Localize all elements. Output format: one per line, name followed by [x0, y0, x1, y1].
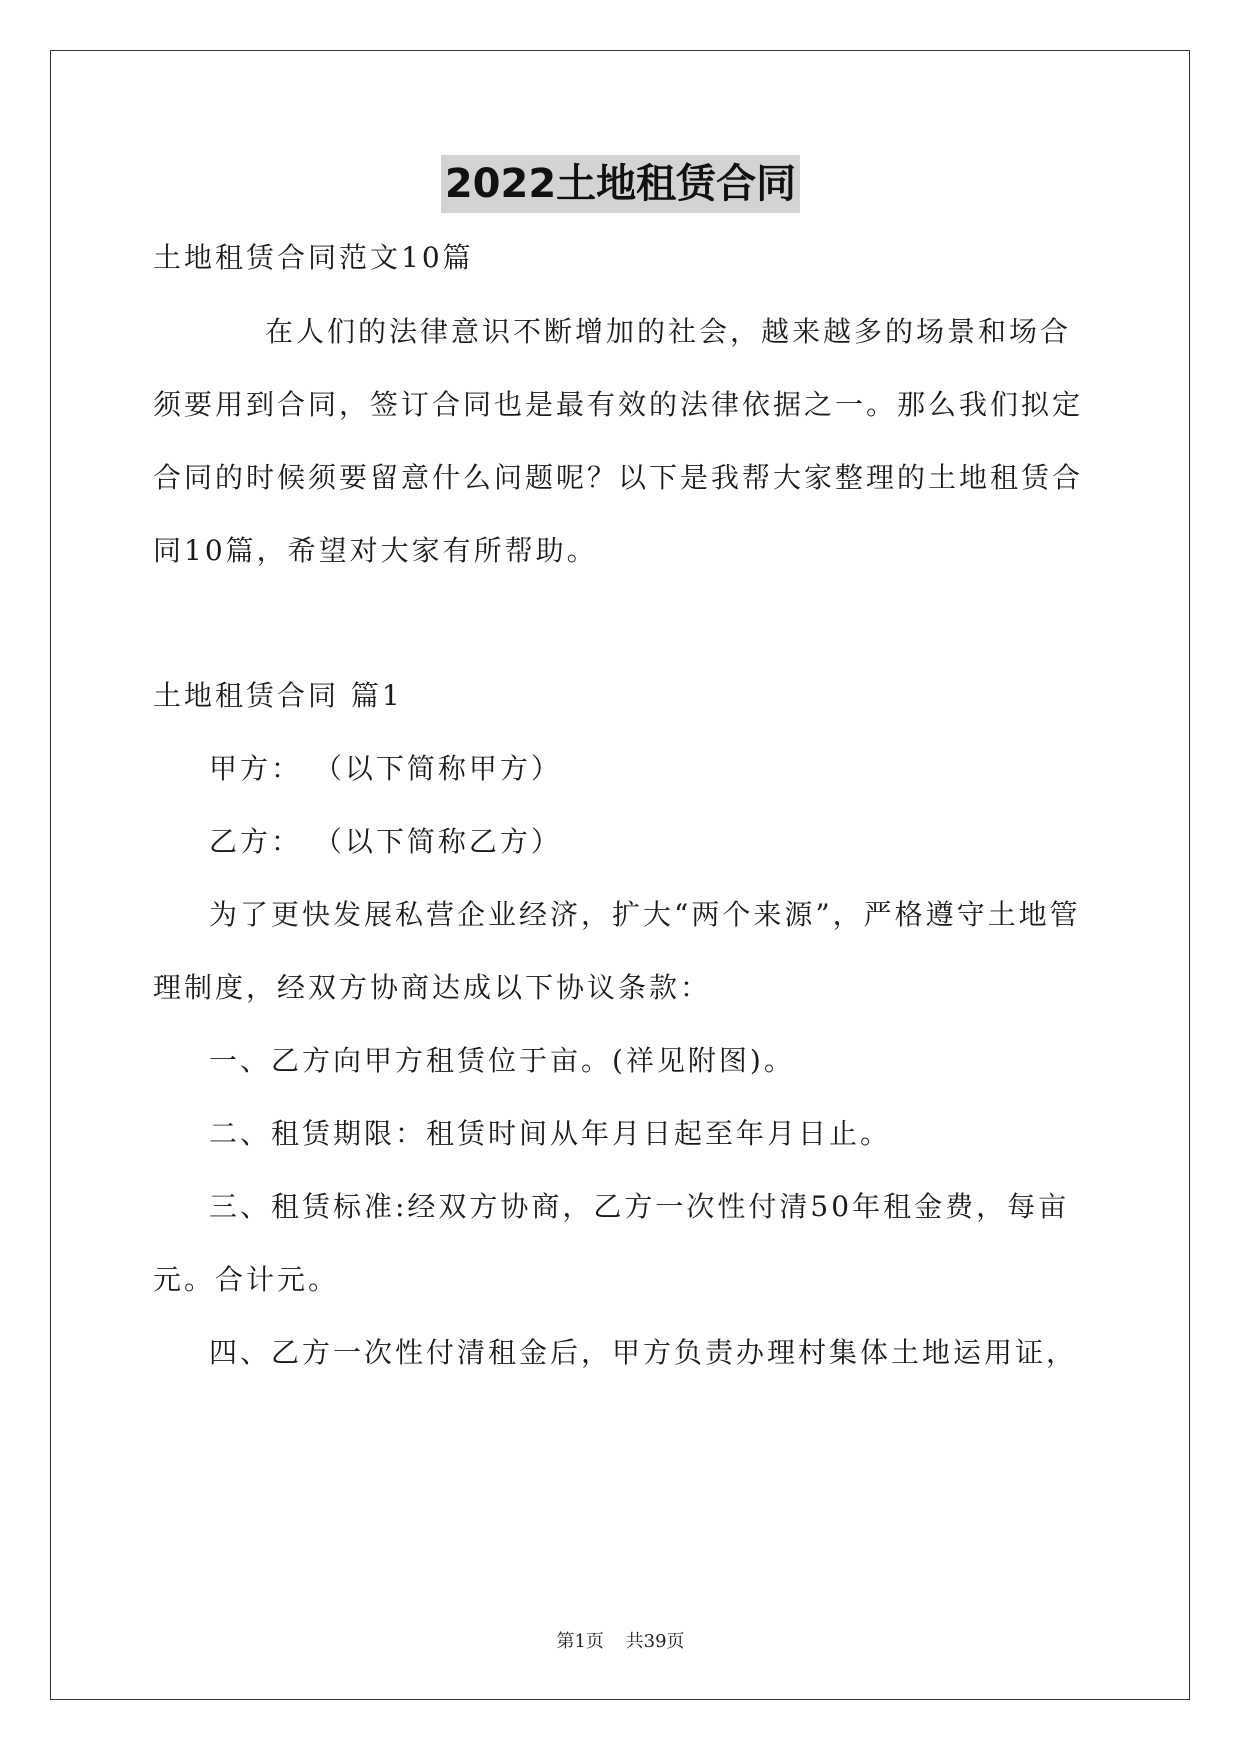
- document-title: 2022土地租赁合同: [441, 155, 800, 213]
- intro-line-1: 在人们的法律意识不断增加的社会，越来越多的场景和场合: [265, 315, 1072, 348]
- page-footer: [0, 1630, 1241, 1654]
- page-number: 第1页: [556, 1631, 604, 1652]
- clause-2: 二、租赁期限：租赁时间从年月日起至年月日止。: [209, 1117, 892, 1150]
- clause-4: 四、乙方一次性付清租金后，甲方负责办理村集体土地运用证，: [209, 1336, 1078, 1369]
- party-b: 乙方： （以下简称乙方）: [209, 825, 562, 858]
- intro-line-2: 须要用到合同，签订合同也是最有效的法律依据之一。那么我们拟定: [153, 388, 1084, 421]
- total-pages: 共39页: [625, 1631, 685, 1652]
- intro-line-3: 合同的时候须要留意什么问题呢？以下是我帮大家整理的土地租赁合: [153, 461, 1084, 494]
- intro-line-4: 同10篇，希望对大家有所帮助。: [153, 534, 598, 567]
- preamble-line-2: 理制度，经双方协商达成以下协议条款：: [153, 971, 712, 1004]
- document-subtitle: 土地租赁合同范文10篇: [153, 241, 474, 274]
- section-heading: 土地租赁合同 篇1: [153, 679, 403, 712]
- clause-1: 一、乙方向甲方租赁位于亩。(祥见附图)。: [209, 1044, 795, 1077]
- clause-3-line-2: 元。合计元。: [153, 1263, 340, 1296]
- title-container: [0, 155, 1241, 213]
- party-a: 甲方： （以下简称甲方）: [209, 752, 562, 785]
- preamble-line-1: 为了更快发展私营企业经济，扩大“两个来源”，严格遵守土地管: [209, 898, 1081, 931]
- page-border: [50, 50, 1190, 1700]
- clause-3-line-1: 三、租赁标准:经双方协商，乙方一次性付清50年租金费，每亩: [209, 1190, 1070, 1223]
